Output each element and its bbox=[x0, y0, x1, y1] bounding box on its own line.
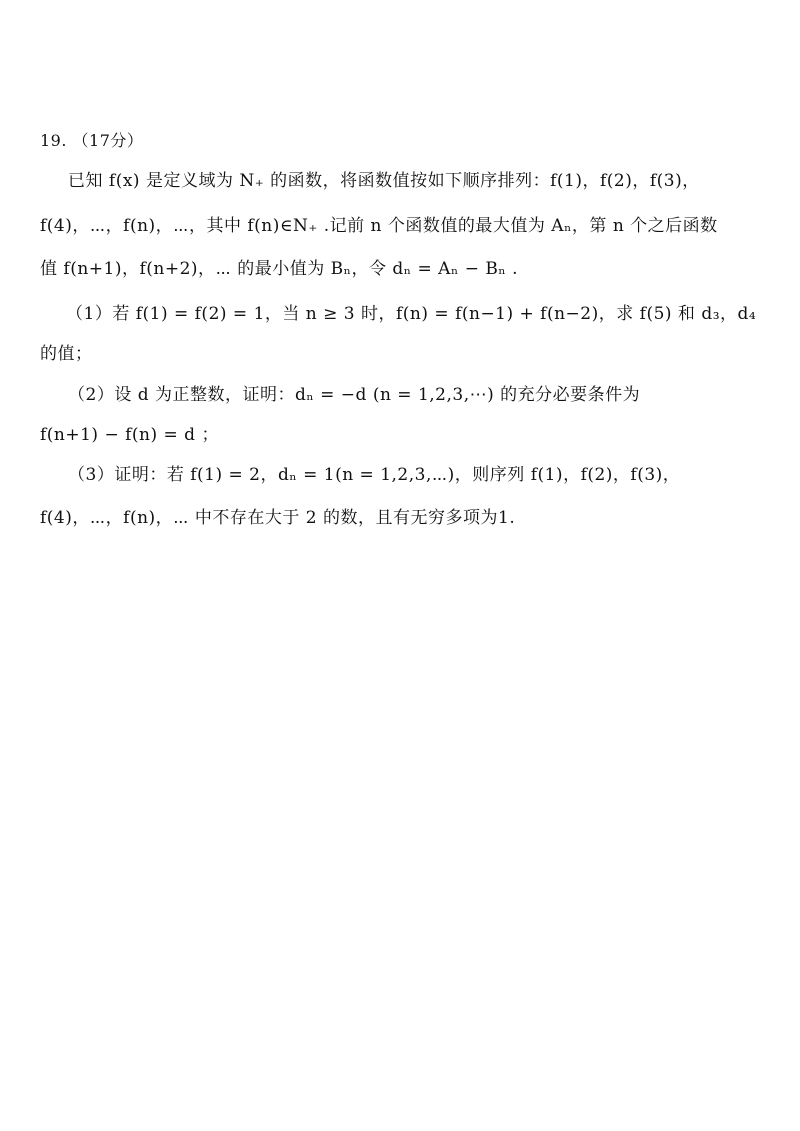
problem-statement-line-2: f(4)，⋯，f(n)，⋯，其中 f(n)∈N₊ .记前 n 个函数值的最大值为 Aₙ，第 n 个之后函数 bbox=[40, 216, 718, 236]
problem-header bbox=[40, 128, 143, 151]
part-1-line-2: 的值； bbox=[40, 344, 93, 364]
part-3-line-1: （3）证明：若 f(1) = 2，dₙ = 1(n = 1,2,3,⋯)，则序列 f(1)，f(2)，f(3)， bbox=[68, 465, 681, 485]
part-2-line-2: f(n+1) − f(n) = d ； bbox=[40, 425, 219, 445]
part-1-line-1: （1）若 f(1) = f(2) = 1，当 n ≥ 3 时，f(n) = f(n−1) + f(n−2)，求 f(5) 和 d₃，d₄ bbox=[66, 304, 757, 324]
problem-number: 19. bbox=[40, 131, 67, 150]
problem-score: （17分） bbox=[72, 131, 144, 150]
problem-statement-line-3: 值 f(n+1)，f(n+2)，⋯ 的最小值为 Bₙ，令 dₙ = Aₙ − Bₙ . bbox=[40, 259, 519, 279]
problem-statement-line-1: 已知 f(x) 是定义域为 N₊ 的函数，将函数值按如下顺序排列：f(1)，f(2)，f(3)， bbox=[68, 171, 700, 191]
part-3-line-2: f(4)，⋯，f(n)，⋯ 中不存在大于 2 的数，且有无穷多项为1. bbox=[40, 508, 516, 528]
part-2-line-1: （2）设 d 为正整数，证明：dₙ = −d (n = 1,2,3,⋯) 的充分必要条件为 bbox=[68, 385, 641, 405]
